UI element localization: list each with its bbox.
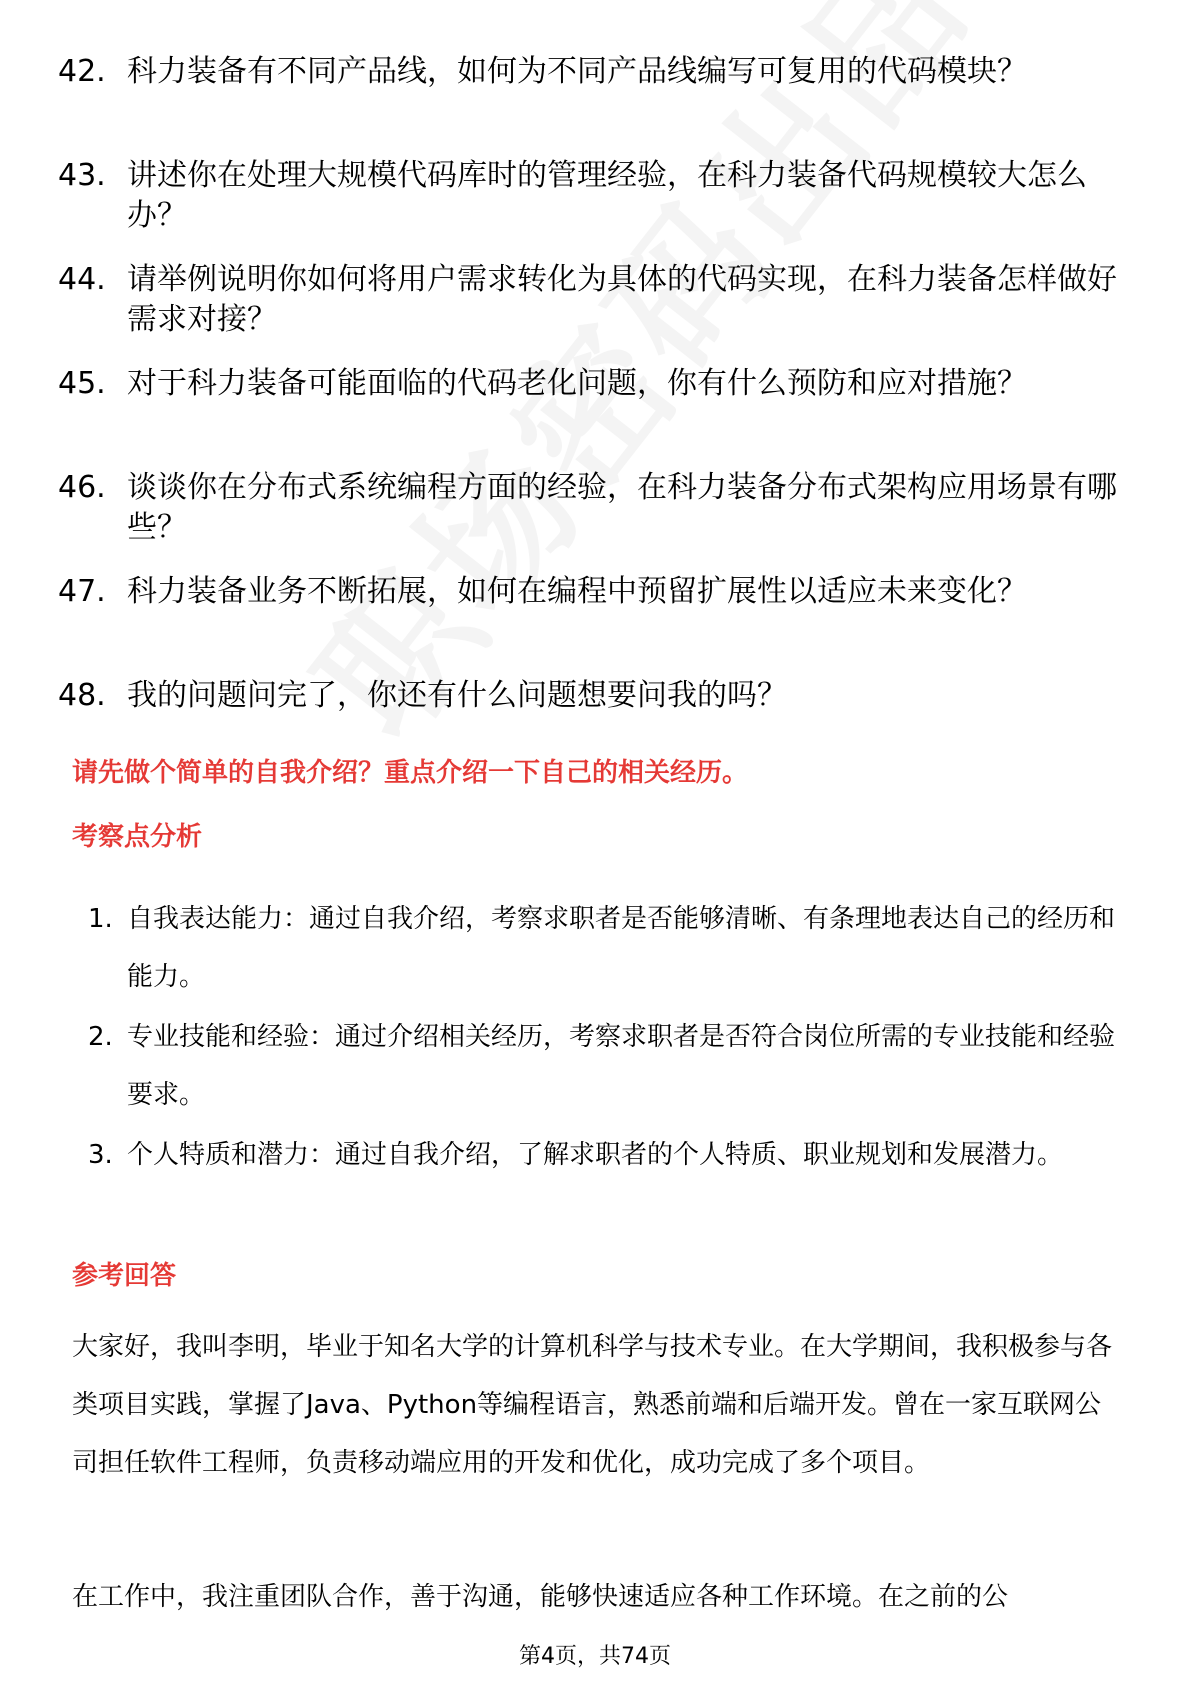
point-text: 专业技能和经验：通过介绍相关经历，考察求职者是否符合岗位所需的专业技能和经验要求。 — [127, 1022, 1116, 1110]
question-item — [0, 156, 1190, 260]
analysis-points — [0, 890, 1190, 1244]
question-text: 谈谈你在分布式系统编程方面的经验，在科力装备分布式架构应用场景有哪些？ — [127, 470, 1117, 545]
question-list — [0, 52, 1190, 780]
question-item — [0, 468, 1190, 572]
question-item — [0, 52, 1190, 156]
question-text: 请举例说明你如何将用户需求转化为具体的代码实现，在科力装备怎样做好需求对接？ — [127, 262, 1117, 337]
question-number: 42. — [58, 54, 106, 89]
point-text: 个人特质和潜力：通过自我介绍，了解求职者的个人特质、职业规划和发展潜力。 — [127, 1140, 1064, 1170]
question-text: 我的问题问完了，你还有什么问题想要问我的吗？ — [127, 678, 787, 713]
question-number: 47. — [58, 574, 106, 609]
answer-paragraph: 在工作中，我注重团队合作，善于沟通，能够快速适应各种工作环境。在之前的公 — [72, 1582, 1009, 1612]
page-footer: 第4页，共74页 — [519, 1644, 671, 1669]
point-number: 1. — [88, 904, 113, 934]
question-item — [0, 260, 1190, 364]
question-text: 科力装备业务不断拓展，如何在编程中预留扩展性以适应未来变化？ — [127, 574, 1027, 609]
question-number: 45. — [58, 366, 106, 401]
analysis-point — [0, 1008, 1190, 1126]
question-number: 43. — [58, 158, 106, 193]
question-text: 科力装备有不同产品线，如何为不同产品线编写可复用的代码模块？ — [127, 54, 1027, 89]
point-text: 自我表达能力：通过自我介绍，考察求职者是否能够清晰、有条理地表达自己的经历和能力。 — [127, 904, 1116, 992]
question-text: 对于科力装备可能面临的代码老化问题，你有什么预防和应对措施？ — [127, 366, 1027, 401]
question-item — [0, 572, 1190, 676]
point-number: 3. — [88, 1140, 113, 1170]
question-item — [0, 364, 1190, 468]
featured-question: 请先做个简单的自我介绍？重点介绍一下自己的相关经历。 — [72, 758, 749, 788]
answer-paragraph: 大家好，我叫李明，毕业于知名大学的计算机科学与技术专业。在大学期间，我积极参与各类项目实践，掌握了Java、Python等编程语言，熟悉前端和后端开发。曾在一家互联网公司担任软件工程师，负责移动端应用的开发和优化，成功完成了多个项目。 — [72, 1332, 1113, 1478]
analysis-point — [0, 890, 1190, 1008]
question-number: 46. — [58, 470, 106, 505]
analysis-point — [0, 1126, 1190, 1244]
question-text: 讲述你在处理大规模代码库时的管理经验，在科力装备代码规模较大怎么办？ — [127, 158, 1087, 233]
point-number: 2. — [88, 1022, 113, 1052]
question-number: 44. — [58, 262, 106, 297]
question-number: 48. — [58, 678, 106, 713]
analysis-heading: 考察点分析 — [72, 822, 203, 852]
answer-heading: 参考回答 — [72, 1261, 177, 1291]
